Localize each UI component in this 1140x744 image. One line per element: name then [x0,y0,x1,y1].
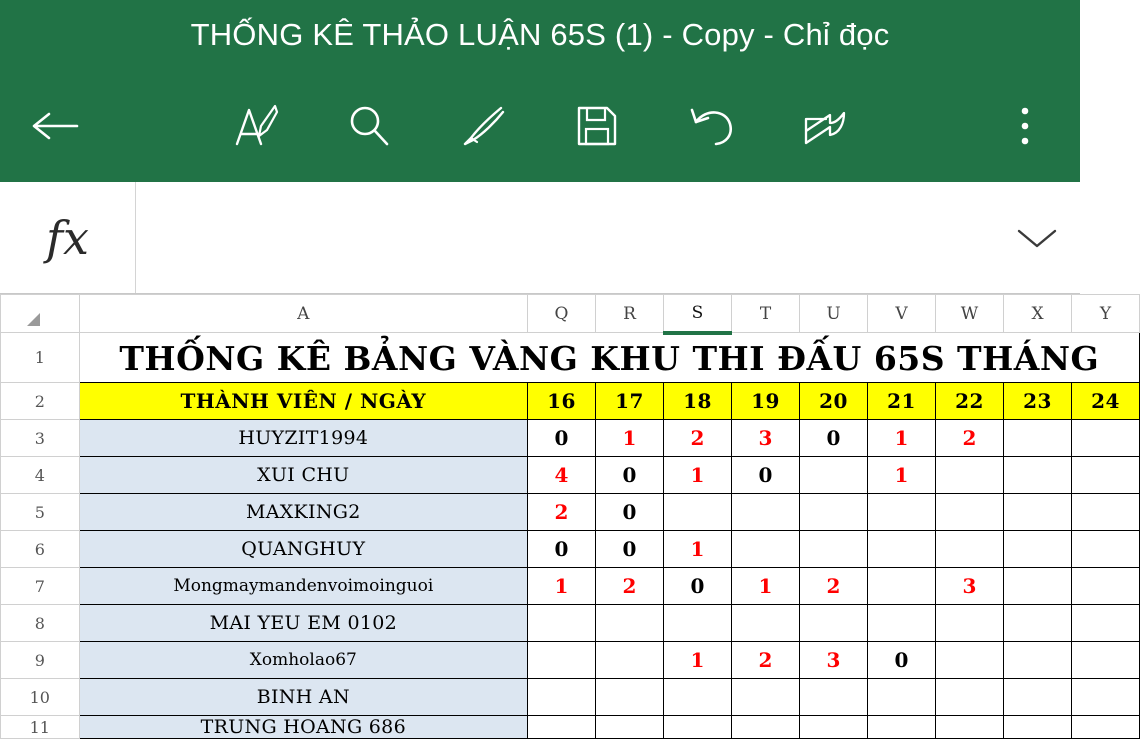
member-name-cell[interactable]: XUI CHU [79,457,527,494]
value-cell[interactable]: 1 [868,457,936,494]
value-cell[interactable]: 2 [936,420,1004,457]
value-cell[interactable]: 2 [664,420,732,457]
table-row [1,605,1140,642]
value-cell[interactable]: 1 [596,420,664,457]
value-cell[interactable]: 1 [664,457,732,494]
column-header-s[interactable]: S [664,295,732,333]
row-header-8[interactable]: 8 [1,605,80,642]
table-row [1,642,1140,679]
value-cell[interactable] [868,605,936,642]
value-cell[interactable]: 0 [596,494,664,531]
value-cell[interactable] [868,531,936,568]
value-cell[interactable] [1004,568,1072,605]
value-cell[interactable] [1004,531,1072,568]
member-name-cell[interactable]: BINH AN [79,679,527,716]
row-header-9[interactable]: 9 [1,642,80,679]
value-cell[interactable] [664,716,732,739]
table-row [1,568,1140,605]
table-row [1,679,1140,716]
header-day-22[interactable]: 22 [936,383,1004,420]
header-day-23[interactable]: 23 [1004,383,1072,420]
value-cell[interactable] [1072,457,1140,494]
spreadsheet-grid[interactable] [0,294,1120,744]
value-cell[interactable] [868,568,936,605]
value-cell[interactable] [1004,716,1072,739]
edit-icon[interactable] [226,97,284,155]
value-cell[interactable]: 0 [596,531,664,568]
page-title: THỐNG KÊ THẢO LUẬN 65S (1) - Copy - Chỉ đọc [190,17,890,52]
value-cell[interactable] [1072,679,1140,716]
value-cell[interactable] [528,679,596,716]
value-cell[interactable] [936,494,1004,531]
pen-icon[interactable] [454,97,512,155]
table-row [1,531,1140,568]
value-cell[interactable] [800,494,868,531]
table-row [1,333,1140,383]
member-name-cell[interactable]: TRUNG HOANG 686 [79,716,527,739]
value-cell[interactable] [1004,679,1072,716]
value-cell[interactable] [528,642,596,679]
row-header-5[interactable]: 5 [1,494,80,531]
value-cell[interactable] [1072,716,1140,739]
header-day-19[interactable]: 19 [732,383,800,420]
value-cell[interactable] [800,605,868,642]
header-day-21[interactable]: 21 [868,383,936,420]
value-cell[interactable] [868,494,936,531]
header-day-20[interactable]: 20 [800,383,868,420]
member-name-cell[interactable]: Mongmaymandenvoimoinguoi [79,568,527,605]
save-icon[interactable] [568,97,626,155]
member-name-cell[interactable]: MAI YEU EM 0102 [79,605,527,642]
value-cell[interactable]: 3 [732,420,800,457]
row-header-2[interactable]: 2 [1,383,80,420]
value-cell[interactable]: 2 [800,568,868,605]
value-cell[interactable] [1004,457,1072,494]
value-cell[interactable] [800,679,868,716]
value-cell[interactable]: 0 [732,457,800,494]
member-name-cell[interactable]: MAXKING2 [79,494,527,531]
value-cell[interactable] [596,679,664,716]
value-cell[interactable] [868,716,936,739]
value-cell[interactable] [868,679,936,716]
header-member-day[interactable]: THÀNH VIÊN / NGÀY [79,383,527,420]
fx-icon: fx [0,182,136,293]
search-icon[interactable] [340,97,398,155]
value-cell[interactable]: 1 [664,642,732,679]
row-header-11[interactable]: 11 [1,716,80,739]
value-cell[interactable]: 0 [800,420,868,457]
header-day-17[interactable]: 17 [596,383,664,420]
value-cell[interactable] [732,679,800,716]
header-day-24[interactable]: 24 [1072,383,1140,420]
sheet-title-cell[interactable]: THỐNG KÊ BẢNG VÀNG KHU THI ĐẤU 65S THÁNG [79,333,1139,383]
value-cell[interactable]: 1 [868,420,936,457]
value-cell[interactable] [800,457,868,494]
toolbar [0,70,1080,182]
row-header-3[interactable]: 3 [1,420,80,457]
formula-input[interactable] [136,182,994,293]
value-cell[interactable]: 0 [528,531,596,568]
undo-icon[interactable] [682,97,740,155]
value-cell[interactable] [936,457,1004,494]
value-cell[interactable]: 1 [528,568,596,605]
value-cell[interactable] [1004,420,1072,457]
value-cell[interactable] [1072,494,1140,531]
table-row [1,494,1140,531]
table-row [1,716,1140,739]
value-cell[interactable]: 4 [528,457,596,494]
share-icon[interactable] [796,97,854,155]
value-cell[interactable] [936,605,1004,642]
row-header-6[interactable]: 6 [1,531,80,568]
value-cell[interactable] [528,716,596,739]
value-cell[interactable]: 1 [732,568,800,605]
value-cell[interactable] [800,716,868,739]
value-cell[interactable]: 0 [664,568,732,605]
column-header-v[interactable]: V [868,295,936,333]
value-cell[interactable] [528,605,596,642]
value-cell[interactable] [1004,642,1072,679]
value-cell[interactable]: 2 [732,642,800,679]
value-cell[interactable] [936,531,1004,568]
row-header-10[interactable]: 10 [1,679,80,716]
value-cell[interactable] [1072,420,1140,457]
column-header-x[interactable]: X [1004,295,1072,333]
value-cell[interactable] [1072,531,1140,568]
value-cell[interactable] [800,531,868,568]
row-header-7[interactable]: 7 [1,568,80,605]
value-cell[interactable]: 3 [936,568,1004,605]
member-name-cell[interactable]: QUANGHUY [79,531,527,568]
column-header-y[interactable]: Y [1072,295,1140,333]
value-cell[interactable] [596,642,664,679]
value-cell[interactable] [664,494,732,531]
value-cell[interactable] [732,716,800,739]
value-cell[interactable] [664,605,732,642]
column-header-row [1,295,1140,333]
table-row [1,383,1140,420]
value-cell[interactable] [732,531,800,568]
back-arrow-icon[interactable] [26,97,84,155]
value-cell[interactable]: 2 [528,494,596,531]
value-cell[interactable]: 0 [596,457,664,494]
chevron-down-icon[interactable] [994,182,1080,293]
value-cell[interactable] [1072,568,1140,605]
table-row [1,420,1140,457]
row-header-1[interactable]: 1 [1,333,80,383]
sheet-table [0,294,1140,739]
member-name-cell[interactable]: HUYZIT1994 [79,420,527,457]
column-header-t[interactable]: T [732,295,800,333]
header-day-18[interactable]: 18 [664,383,732,420]
column-header-q[interactable]: Q [528,295,596,333]
header-day-16[interactable]: 16 [528,383,596,420]
value-cell[interactable] [596,716,664,739]
value-cell[interactable] [664,679,732,716]
value-cell[interactable] [732,494,800,531]
title-bar [0,0,1080,70]
value-cell[interactable] [936,716,1004,739]
value-cell[interactable] [1004,605,1072,642]
table-row [1,457,1140,494]
value-cell[interactable]: 0 [528,420,596,457]
value-cell[interactable]: 1 [664,531,732,568]
member-name-cell[interactable]: Xomholao67 [79,642,527,679]
value-cell[interactable] [732,605,800,642]
formula-bar [0,182,1080,294]
column-header-w[interactable]: W [936,295,1004,333]
column-header-a[interactable]: A [79,295,527,333]
value-cell[interactable] [1004,494,1072,531]
column-header-u[interactable]: U [800,295,868,333]
value-cell[interactable] [936,679,1004,716]
more-icon[interactable] [996,97,1054,155]
value-cell[interactable] [1072,642,1140,679]
value-cell[interactable] [936,642,1004,679]
row-header-4[interactable]: 4 [1,457,80,494]
value-cell[interactable] [1072,605,1140,642]
column-header-r[interactable]: R [596,295,664,333]
select-all-corner[interactable] [1,295,80,333]
value-cell[interactable] [596,605,664,642]
value-cell[interactable]: 3 [800,642,868,679]
value-cell[interactable]: 2 [596,568,664,605]
value-cell[interactable]: 0 [868,642,936,679]
